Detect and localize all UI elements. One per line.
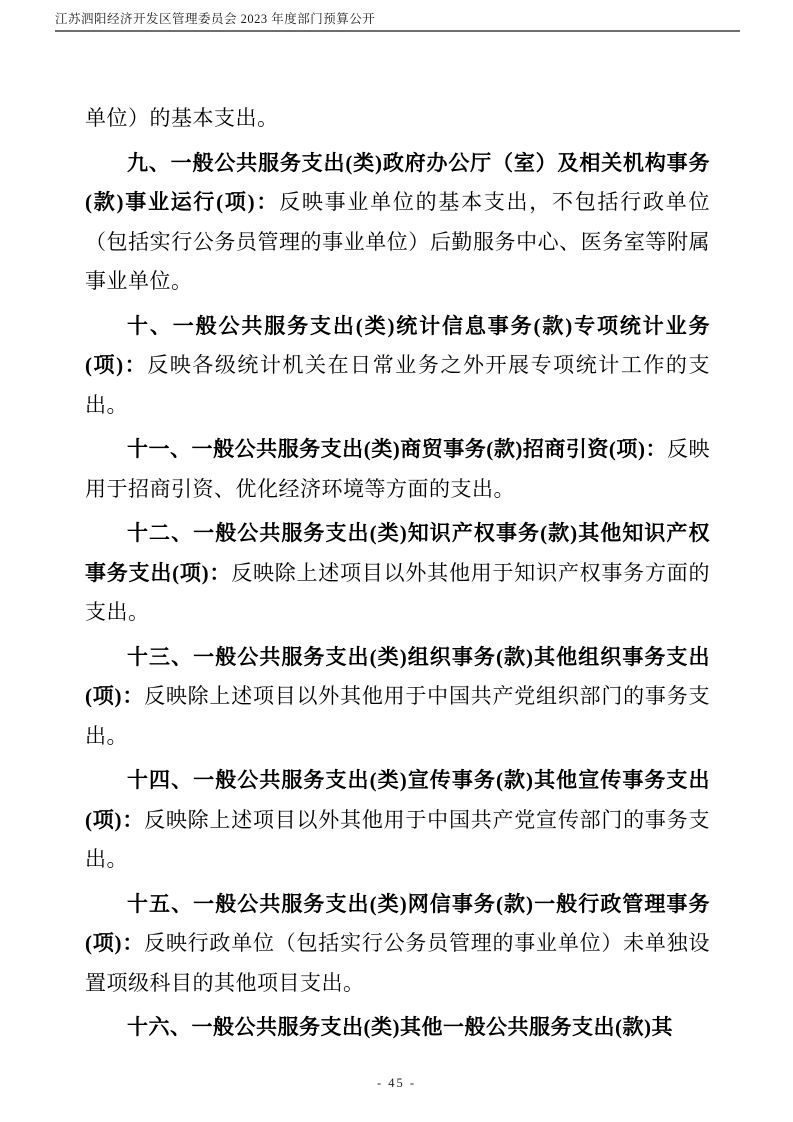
paragraph-item-12 xyxy=(85,514,710,633)
paragraph-continuation xyxy=(85,99,710,139)
paragraph-bold-lead: 九、一般公共服务支出(类)政府办公厅（室）及相关机构事务(款)事业运行(项)： xyxy=(85,150,710,214)
paragraph-bold-lead: 十一、一般公共服务支出(类)商贸事务(款)招商引资(项)： xyxy=(127,437,667,461)
paragraph-text: 反映用于招商引资、优化经济环境等方面的支出。 xyxy=(85,437,711,501)
paragraph-bold-lead: 十、一般公共服务支出(类)统计信息事务(款)专项统计业务(项)： xyxy=(85,313,710,377)
paragraph-item-13 xyxy=(85,638,710,757)
paragraph-item-14 xyxy=(85,761,710,880)
paragraph-text: 反映除上述项目以外其他用于中国共产党宣传部门的事务支出。 xyxy=(85,807,710,871)
paragraph-text: 反映行政单位（包括实行公务员管理的事业单位）未单独设置项级科目的其他项目支出。 xyxy=(85,931,710,995)
paragraph-bold-lead: 十五、一般公共服务支出(类)网信事务(款)一般行政管理事务(项)： xyxy=(85,891,710,955)
page-number: - 45 - xyxy=(376,1076,417,1090)
paragraph-bold-lead: 十三、一般公共服务支出(类)组织事务(款)其他组织事务支出(项)： xyxy=(85,644,710,708)
paragraph-item-10 xyxy=(85,307,710,426)
paragraph-text: 反映事业单位的基本支出，不包括行政单位（包括实行公务员管理的事业单位）后勤服务中心、医务室等附属事业单位。 xyxy=(85,190,710,293)
paragraph-item-9 xyxy=(85,144,710,302)
paragraph-text: 单位）的基本支出。 xyxy=(85,106,279,130)
paragraph-text: 反映除上述项目以外其他用于知识产权事务方面的支出。 xyxy=(85,560,710,624)
paragraph-item-16 xyxy=(85,1008,710,1048)
paragraph-text: 反映各级统计机关在日常业务之外开展专项统计工作的支出。 xyxy=(85,353,710,417)
paragraph-item-11 xyxy=(85,430,710,509)
document-header-title: 江苏泗阳经济开发区管理委员会 2023 年度部门预算公开 xyxy=(55,12,376,26)
document-body xyxy=(85,99,710,1053)
document-header xyxy=(55,12,740,32)
paragraph-bold-lead: 十六、一般公共服务支出(类)其他一般公共服务支出(款)其 xyxy=(127,1015,673,1039)
paragraph-item-15 xyxy=(85,885,710,1004)
document-footer xyxy=(0,1076,793,1091)
paragraph-bold-lead: 十四、一般公共服务支出(类)宣传事务(款)其他宣传事务支出(项)： xyxy=(85,768,710,832)
paragraph-text: 反映除上述项目以外其他用于中国共产党组织部门的事务支出。 xyxy=(85,684,710,748)
paragraph-bold-lead: 十二、一般公共服务支出(类)知识产权事务(款)其他知识产权事务支出(项)： xyxy=(85,521,710,585)
